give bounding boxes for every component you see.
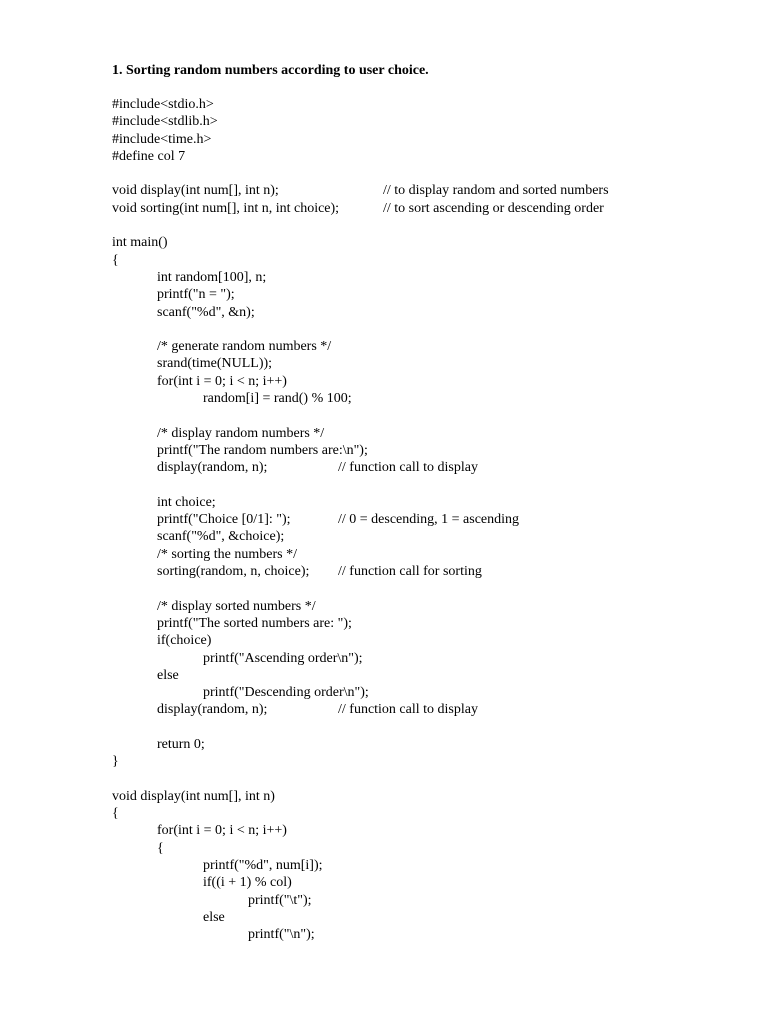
code-text: printf("The sorted numbers are: "); bbox=[157, 615, 352, 631]
code-text: /* display sorted numbers */ bbox=[157, 598, 316, 614]
code-text: #include<stdio.h> bbox=[112, 97, 214, 112]
code-text: void display(int num[], int n) bbox=[112, 788, 275, 804]
code-text: if((i + 1) % col) bbox=[203, 875, 292, 891]
code-text: void sorting(int num[], int n, int choice); bbox=[112, 200, 340, 216]
code-text: printf("The random numbers are:\n"); bbox=[157, 442, 368, 458]
code-text: void display(int num[], int n); bbox=[112, 183, 279, 199]
blank-line bbox=[112, 477, 133, 494]
code-line bbox=[112, 926, 315, 943]
code-line bbox=[112, 788, 275, 805]
code-line bbox=[112, 892, 312, 909]
code-text: printf("\n"); bbox=[248, 927, 315, 943]
code-text: int main() bbox=[112, 235, 168, 251]
code-line bbox=[112, 338, 332, 355]
code-text: /* generate random numbers */ bbox=[157, 339, 332, 355]
code-line bbox=[112, 753, 133, 770]
code-text: int random[100], n; bbox=[157, 269, 267, 285]
code-text: srand(time(NULL)); bbox=[157, 356, 273, 372]
code-text: #include<stdlib.h> bbox=[112, 114, 218, 130]
code-text: /* display random numbers */ bbox=[157, 425, 325, 441]
code-line bbox=[112, 355, 273, 372]
code-line bbox=[112, 182, 609, 199]
code-line bbox=[112, 304, 255, 321]
code-line bbox=[112, 425, 325, 442]
code-text: display(random, n); bbox=[157, 702, 268, 718]
code-line bbox=[112, 615, 352, 632]
code-text: } bbox=[112, 754, 119, 770]
code-line bbox=[112, 736, 205, 753]
code-text: printf("n = "); bbox=[157, 287, 235, 303]
code-text: /* sorting the numbers */ bbox=[157, 546, 297, 562]
code-comment: // to display random and sorted numbers bbox=[383, 183, 609, 199]
code-line bbox=[112, 632, 212, 649]
code-text: display(random, n); bbox=[157, 460, 268, 476]
code-line bbox=[112, 252, 133, 269]
code-comment: // to sort ascending or descending order bbox=[383, 200, 604, 216]
code-comment: // function call to display bbox=[338, 702, 478, 718]
blank-line bbox=[112, 165, 133, 182]
code-line bbox=[112, 459, 478, 476]
code-text: scanf("%d", &n); bbox=[157, 304, 255, 320]
code-line bbox=[112, 563, 482, 580]
code-text: #define col 7 bbox=[112, 148, 186, 164]
code-line bbox=[112, 667, 179, 684]
code-listing bbox=[112, 96, 609, 944]
code-line bbox=[112, 200, 604, 217]
blank-line bbox=[112, 719, 133, 736]
code-line bbox=[112, 286, 235, 303]
code-text: printf("Choice [0/1]: "); bbox=[157, 512, 291, 528]
code-text: printf("Ascending order\n"); bbox=[203, 650, 363, 666]
code-line bbox=[112, 494, 216, 511]
code-line bbox=[112, 701, 478, 718]
code-text: { bbox=[112, 806, 119, 822]
code-text: else bbox=[157, 667, 179, 683]
code-text: printf("Descending order\n"); bbox=[203, 685, 369, 701]
code-line bbox=[112, 269, 267, 286]
blank-line bbox=[112, 771, 133, 788]
code-text: int choice; bbox=[157, 494, 216, 510]
code-text: else bbox=[203, 909, 225, 925]
code-text: sorting(random, n, choice); bbox=[157, 564, 310, 580]
code-line bbox=[112, 598, 316, 615]
code-line bbox=[112, 131, 212, 148]
blank-line bbox=[112, 407, 133, 424]
code-line bbox=[112, 442, 368, 459]
code-line bbox=[112, 874, 292, 891]
code-line bbox=[112, 234, 168, 251]
code-text: random[i] = rand() % 100; bbox=[203, 391, 352, 407]
code-line bbox=[112, 148, 186, 165]
code-line bbox=[112, 822, 287, 839]
code-line bbox=[112, 650, 363, 667]
code-line bbox=[112, 96, 214, 113]
code-text: scanf("%d", &choice); bbox=[157, 529, 285, 545]
code-text: return 0; bbox=[157, 736, 205, 752]
code-text: for(int i = 0; i < n; i++) bbox=[157, 373, 287, 389]
code-text: for(int i = 0; i < n; i++) bbox=[157, 823, 287, 839]
code-line bbox=[112, 805, 133, 822]
code-text: if(choice) bbox=[157, 633, 212, 649]
code-line bbox=[112, 113, 218, 130]
code-comment: // 0 = descending, 1 = ascending bbox=[338, 512, 520, 528]
code-line bbox=[112, 528, 285, 545]
blank-line bbox=[112, 580, 133, 597]
document-title: 1. Sorting random numbers according to user choice. bbox=[112, 63, 429, 78]
blank-line bbox=[112, 321, 133, 338]
code-text: printf("%d", num[i]); bbox=[203, 858, 323, 874]
code-text: { bbox=[157, 840, 164, 856]
code-comment: // function call to display bbox=[338, 460, 478, 476]
code-line bbox=[112, 857, 323, 874]
code-text: printf("\t"); bbox=[248, 892, 312, 908]
code-line bbox=[112, 373, 287, 390]
code-line bbox=[112, 909, 225, 926]
code-line bbox=[112, 511, 520, 528]
blank-line bbox=[112, 217, 133, 234]
code-text: { bbox=[112, 252, 119, 268]
code-line bbox=[112, 390, 352, 407]
code-line bbox=[112, 840, 164, 857]
code-comment: // function call for sorting bbox=[338, 564, 482, 580]
code-line bbox=[112, 684, 369, 701]
code-text: #include<time.h> bbox=[112, 131, 212, 147]
code-line bbox=[112, 546, 297, 563]
